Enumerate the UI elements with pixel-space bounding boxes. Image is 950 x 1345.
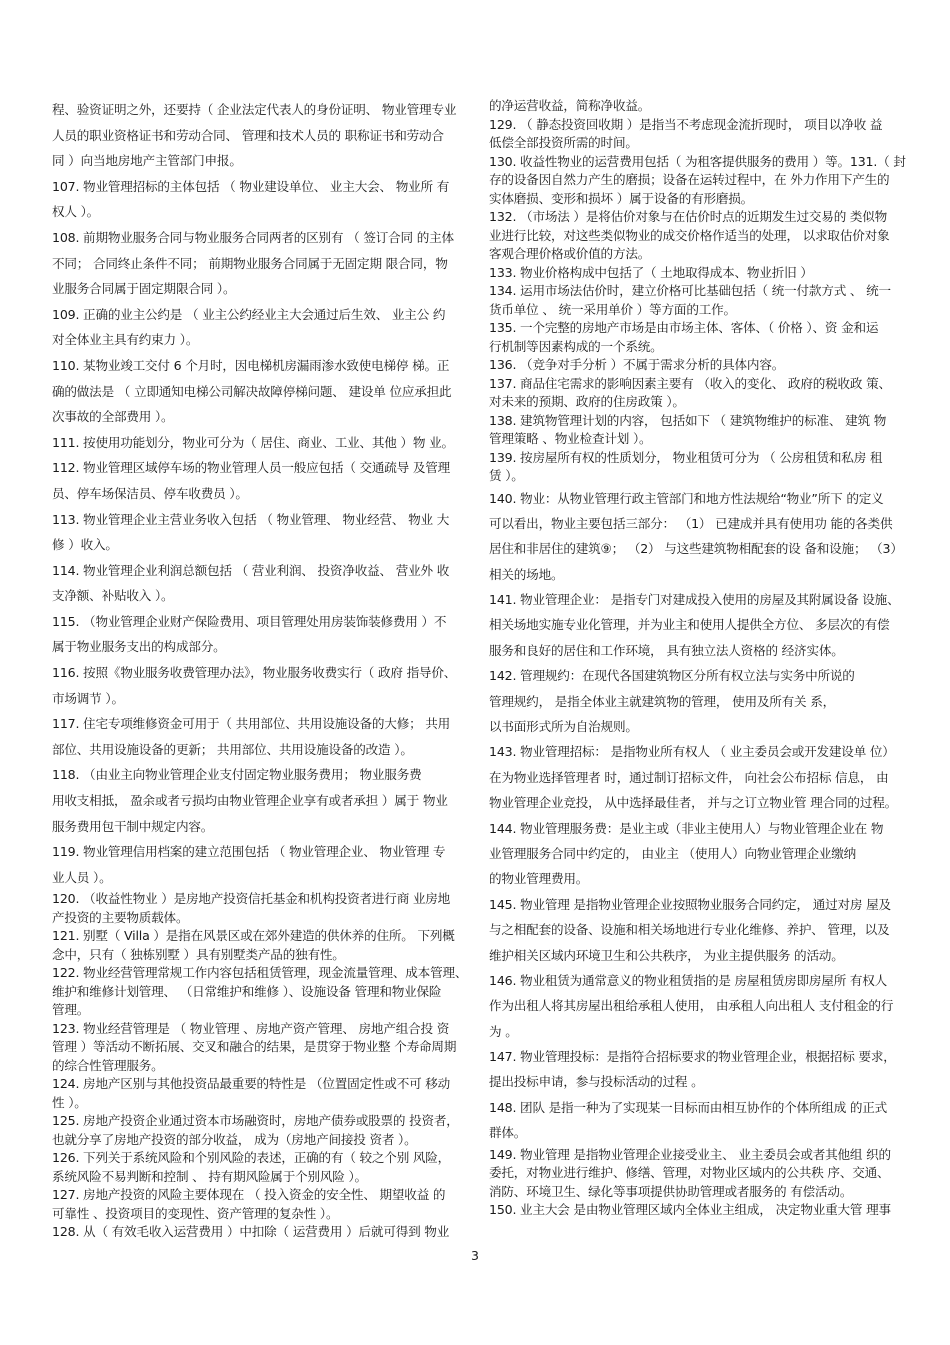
text-line: 129. （ 静态投资回收期 ）是指当不考虑现金流折现时， 项目以净收 益 xyxy=(489,116,883,132)
text-line: 147. 物业管理投标：是指符合招标要求的物业管理企业，根据招标 要求， xyxy=(489,1049,896,1065)
text-line: 次事故的全部费用 ）。 xyxy=(52,409,174,425)
text-line: 可靠性 、投资项目的变现性、资产管理的复杂性 ）。 xyxy=(52,1205,339,1221)
text-line: 行机制等因素构成的一个系统。 xyxy=(489,338,663,354)
text-line: 存的设备因自然力产生的磨损；设备在运转过程中，在 外力作用下产生的 xyxy=(489,172,890,187)
text-line: 109. 正确的业主公约是 （ 业主公约经业主大会通过后生效、 业主公 约 xyxy=(52,306,446,322)
text-line: 性 ）。 xyxy=(52,1094,87,1110)
text-line: 以书面形式所为自治规则。 xyxy=(489,719,638,735)
text-line: 119. 物业管理信用档案的建立范围包括 （ 物业管理企业、 物业管理 专 xyxy=(52,844,446,860)
text-line: 修 ）收入。 xyxy=(52,537,118,553)
text-line: 122. 物业经营管理常规工作内容包括租赁管理，现金流量管理、成本管理、 xyxy=(52,965,468,981)
text-line: 136. （竞争对手分析 ）不属于需求分析的具体内容。 xyxy=(489,357,785,372)
text-line: 的净运营收益，简称净收益。 xyxy=(489,98,651,113)
text-line: 149. 物业管理 是指物业管理企业接受业主、 业主委员会或者其他组 织的 xyxy=(489,1146,891,1162)
text-line: 107. 物业管理招标的主体包括 （ 物业建设单位、 业主大会、 物业所 有 xyxy=(52,178,450,194)
text-line: 业进行比较，对这些类似物业的成交价格作适当的处理， 以求取估价对象 xyxy=(489,227,890,243)
text-line: 同 ）向当地房地产主管部门申报。 xyxy=(52,153,242,169)
text-line: 132. （市场法 ）是将估价对象与在估价时点的近期发生过交易的 类似物 xyxy=(489,209,888,224)
text-line: 物业管理企业竞投， 从中选择最佳者， 并与之订立物业管 理合同的过程。 xyxy=(489,795,898,811)
text-line: 可以看出，物业主要包括三部分： （1） 已建成并具有使用功 能的各类供 xyxy=(489,515,893,531)
text-line: 112. 物业管理区域停车场的物业管理人员一般应包括（ 交通疏导 及管理 xyxy=(52,460,451,476)
text-line: 委托，对物业进行维护、修缮、管理，对物业区域内的公共秩 序、交通、 xyxy=(489,1165,890,1181)
text-line: 对全体业主具有约束力 ）。 xyxy=(52,332,199,348)
text-line: 也就分享了房地产投资的部分收益， 成为（房地产间接投 资者 ）。 xyxy=(52,1131,417,1147)
text-line: 管理。 xyxy=(52,1002,90,1018)
text-line: 维护和维修计划管理、 （日常维护和维修 ）、设施设备 管理和物业保险 xyxy=(52,983,442,999)
text-line: 实体磨损、变形和损坏 ）属于设备的有形磨损。 xyxy=(489,190,754,206)
text-line: 维护相关区域内环境卫生和公共秩序， 为业主提供服务 的活动。 xyxy=(489,947,844,963)
text-line: 赁 ）。 xyxy=(489,468,524,483)
text-line: 货币单位 、 统一采用单价 ）等方面的工作。 xyxy=(489,301,736,317)
text-line: 服务费用包干制中规定内容。 xyxy=(52,818,214,834)
text-line: 145. 物业管理 是指物业管理企业按照物业服务合同约定， 通过对房 屋及 xyxy=(489,896,891,912)
text-line: 130. 收益性物业的运营费用包括（ 为租客提供服务的费用 ）等。131.（ 封 xyxy=(489,153,906,169)
text-line: 作为出租人将其房屋出租给承租人使用， 由承租人向出租人 支付租金的行 xyxy=(489,998,894,1014)
text-line: 114. 物业管理企业利润总额包括 （ 营业利润、 投资净收益、 营业外 收 xyxy=(52,562,450,578)
text-line: 不同； 合同终止条件不同； 前期物业服务合同属于无固定期 限合同，物 xyxy=(52,255,448,271)
text-line: 管理策略 、物业检查计划 ）。 xyxy=(489,431,652,446)
text-line: 对未来的预期、政府的住房政策 ）。 xyxy=(489,394,685,409)
text-line: 110. 某物业竣工交付 6 个月时，因电梯机房漏雨渗水致使电梯停 梯。正 xyxy=(52,357,450,373)
text-line: 客观合理价格或价值的方法。 xyxy=(489,246,651,261)
text-line: 属于物业服务支出的构成部分。 xyxy=(52,639,226,655)
text-line: 125. 房地产投资企业通过资本市场融资时，房地产债券或股票的 投资者， xyxy=(52,1113,459,1129)
text-line: 消防、环境卫生、绿化等事项提供协助管理或者服务的 有偿活动。 xyxy=(489,1183,853,1199)
text-line: 111. 按使用功能划分，物业可分为（ 居住、商业、工业、其他 ）物 业。 xyxy=(52,434,454,450)
text-line: 116. 按照《物业服务收费管理办法》，物业服务收费实行（ 政府 指导价、 xyxy=(52,665,457,681)
page-number: 3 xyxy=(471,1248,479,1263)
text-line: 108. 前期物业服务合同与物业服务合同两者的区别有 （ 签订合同 的主体 xyxy=(52,229,454,245)
text-line: 的物业管理费用。 xyxy=(489,871,589,887)
text-line: 133. 物业价格构成中包括了（ 土地取得成本、物业折旧 ） xyxy=(489,264,813,280)
text-line: 127. 房地产投资的风险主要体现在 （ 投入资金的安全性、 期望收益 的 xyxy=(52,1187,446,1203)
text-line: 124. 房地产区别与其他投资品最重要的特性是 （位置固定性或不可 移动 xyxy=(52,1076,451,1092)
text-line: 业管理服务合同中约定的， 由业主 （使用人）向物业管理企业缴纳 xyxy=(489,845,857,861)
text-line: 134. 运用市场法估价时，建立价格可比基础包括（ 统一付款方式 、 统一 xyxy=(489,283,891,298)
text-line: 相关的场地。 xyxy=(489,566,564,582)
text-line: 144. 物业管理服务费：是业主或（非业主使用人）与物业管理企业在 物 xyxy=(489,820,884,836)
text-line: 系统风险不易判断和控制 、 持有期风险属于个别风险 ）。 xyxy=(52,1168,367,1184)
text-line: 128. 从（ 有效毛收入运营费用 ）中扣除（ 运营费用 ）后就可得到 物业 xyxy=(52,1224,450,1240)
text-line: 部位、共用设施设备的更新； 共用部位、共用设施设备的改造 ）。 xyxy=(52,741,413,757)
text-line: 139. 按房屋所有权的性质划分， 物业租赁可分为 （ 公房租赁和私房 租 xyxy=(489,449,883,465)
text-line: 117. 住宅专项维修资金可用于（ 共用部位、共用设施设备的大修； 共用 xyxy=(52,716,451,732)
text-line: 146. 物业租赁为通常意义的物业租赁指的是 房屋租赁房即房屋所 有权人 xyxy=(489,972,888,988)
text-line: 140. 物业：从物业管理行政主管部门和地方性法规给“物业”所下 的定义 xyxy=(489,490,884,506)
text-line: 管理 ）等活动不断拓展、交叉和融合的结果，是贯穿于物业整 个寿命周期 xyxy=(52,1039,457,1055)
text-line: 141. 物业管理企业： 是指专门对建成投入使用的房屋及其附属设备 设施、 xyxy=(489,592,900,608)
text-line: 113. 物业管理企业主营业务收入包括 （ 物业管理、 物业经营、 物业 大 xyxy=(52,511,450,527)
text-line: 126. 下列关于系统风险和个别风险的表述，正确的有（ 较之个别 风险， xyxy=(52,1150,451,1166)
text-line: 115. （物业管理企业财产保险费用、项目管理处用房装饰装修费用 ）不 xyxy=(52,613,447,629)
text-line: 业人员 ）。 xyxy=(52,869,112,885)
right-column xyxy=(489,97,914,1220)
text-line: 148. 团队 是指一种为了实现某一目标而由相互协作的个体所组成 的正式 xyxy=(489,1099,888,1115)
text-line: 123. 物业经营管理是 （ 物业管理 、房地产资产管理、 房地产组合投 资 xyxy=(52,1020,450,1036)
text-line: 与之相配套的设备、设施和相关场地进行专业化维修、养护、 管理，以及 xyxy=(489,922,890,938)
text-line: 员、停车场保洁员、停车收费员 ）。 xyxy=(52,485,248,501)
text-line: 为 。 xyxy=(489,1023,518,1039)
text-line: 权人 ）。 xyxy=(52,204,100,220)
text-line: 在为物业选择管理者 时，通过制订招标文件， 向社会公布招标 信息， 由 xyxy=(489,769,889,785)
text-line: 群体。 xyxy=(489,1125,527,1141)
text-line: 居住和非居住的建筑⑨； （2） 与这些建筑物相配套的设 备和设施； （3） xyxy=(489,541,903,557)
text-line: 用收支相抵， 盈余或者亏损均由物业管理企业享有或者承担 ）属于 物业 xyxy=(52,793,448,809)
text-line: 支净额、补贴收入 ）。 xyxy=(52,588,174,604)
text-line: 管理规约， 是指全体业主就建筑物的管理， 使用及所有关 系， xyxy=(489,693,836,709)
text-line: 150. 业主大会 是由物业管理区域内全体业主组成， 决定物业重大管 理事 xyxy=(489,1202,891,1218)
text-line: 业服务合同属于固定期限合同 ）。 xyxy=(52,281,236,297)
text-line: 120. （收益性物业 ）是房地产投资信托基金和机构投资者进行商 业房地 xyxy=(52,891,451,907)
text-line: 121. 别墅（ Villa ）是指在风景区或在郊外建造的供休养的住所。 下列概 xyxy=(52,928,455,944)
text-line: 市场调节 ）。 xyxy=(52,690,124,706)
text-line: 118. （由业主向物业管理企业支付固定物业服务费用； 物业服务费 xyxy=(52,767,422,783)
text-line: 确的做法是 （ 立即通知电梯公司解决故障停梯问题、 建设单 位应承担此 xyxy=(52,383,452,399)
text-line: 135. 一个完整的房地产市场是由市场主体、客体、（ 价格 ）、资 金和运 xyxy=(489,320,879,335)
text-line: 142. 管理规约：在现代各国建筑物区分所有权立法与实务中所说的 xyxy=(489,668,855,684)
left-column xyxy=(52,97,477,1242)
text-line: 人员的职业资格证书和劳动合同、 管理和技术人员的 职称证书和劳动合 xyxy=(52,127,444,143)
text-line: 低偿全部投资所需的时间。 xyxy=(489,135,638,150)
text-line: 念中，只有（ 独栋别墅 ）具有别墅类产品的独有性。 xyxy=(52,946,345,962)
text-line: 产投资的主要物质载体。 xyxy=(52,909,189,925)
text-line: 服务和良好的居住和工作环境， 具有独立法人资格的 经济实体。 xyxy=(489,642,844,658)
text-line: 提出投标申请，参与投标活动的过程 。 xyxy=(489,1074,704,1090)
text-line: 相关场地实施专业化管理，并为业主和使用人提供全方位、 多层次的有偿 xyxy=(489,617,890,633)
text-line: 138. 建筑物管理计划的内容， 包括如下 （ 建筑物维护的标准、 建筑 物 xyxy=(489,412,887,428)
text-line: 程、验资证明之外，还要持（ 企业法定代表人的身份证明、 物业管理专业 xyxy=(52,102,457,117)
text-line: 的综合性管理服务。 xyxy=(52,1057,164,1073)
text-line: 143. 物业管理招标： 是指物业所有权人 （ 业主委员会或开发建设单 位） xyxy=(489,744,895,760)
text-line: 137. 商品住宅需求的影响因素主要有 （收入的变化、 政府的税收政 策、 xyxy=(489,375,891,391)
